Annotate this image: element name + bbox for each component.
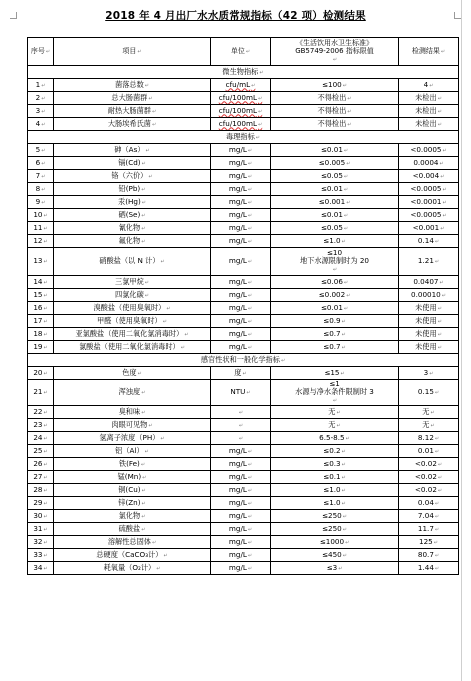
row-unit: mg/L ↵ bbox=[211, 497, 271, 510]
row-unit: mg/L ↵ bbox=[211, 157, 271, 170]
row-item: 溴酸盐（使用臭氧时） ↵ bbox=[54, 302, 211, 315]
row-limit: 不得检出 ↵ bbox=[271, 105, 399, 118]
row-unit: mg/L ↵ bbox=[211, 144, 271, 157]
row-item: 甲醛（使用臭氧时） ↵ bbox=[54, 315, 211, 328]
row-result: 11.7 ↵ bbox=[399, 523, 459, 536]
row-unit: mg/L ↵ bbox=[211, 302, 271, 315]
row-limit: 不得检出 ↵ bbox=[271, 118, 399, 131]
row-result: 1.44 ↵ bbox=[399, 562, 459, 575]
row-seq: 32 ↵ bbox=[28, 536, 54, 549]
row-unit: NTU ↵ bbox=[211, 380, 271, 406]
table-row bbox=[28, 523, 459, 536]
row-limit: ≤0.01 ↵ bbox=[271, 302, 399, 315]
row-item: 氰化物 ↵ bbox=[54, 222, 211, 235]
row-item: 臭和味 ↵ bbox=[54, 406, 211, 419]
row-seq: 33 ↵ bbox=[28, 549, 54, 562]
table-row bbox=[28, 157, 459, 170]
row-item: 大肠埃希氏菌 ↵ bbox=[54, 118, 211, 131]
row-item: 总硬度（CaCO₃计） ↵ bbox=[54, 549, 211, 562]
table-row bbox=[28, 406, 459, 419]
header-limit-line: GB5749-2006 指标限值 bbox=[295, 47, 374, 55]
table-row bbox=[28, 235, 459, 248]
row-item: 氢离子浓度（PH） ↵ bbox=[54, 432, 211, 445]
row-result: <0.001 ↵ bbox=[399, 222, 459, 235]
row-item: 菌落总数 ↵ bbox=[54, 79, 211, 92]
table-row bbox=[28, 183, 459, 196]
table-row bbox=[28, 432, 459, 445]
row-limit: 6.5-8.5 ↵ bbox=[271, 432, 399, 445]
row-seq: 14 ↵ bbox=[28, 276, 54, 289]
table-row bbox=[28, 536, 459, 549]
row-seq: 1 ↵ bbox=[28, 79, 54, 92]
row-result: 0.04 ↵ bbox=[399, 497, 459, 510]
row-limit: ≤0.01 ↵ bbox=[271, 209, 399, 222]
section-row bbox=[28, 66, 459, 79]
table-header-row bbox=[28, 38, 459, 66]
row-limit: ≤1.0 ↵ bbox=[271, 497, 399, 510]
row-limit-line: ≤1 bbox=[329, 379, 340, 388]
row-seq: 5 ↵ bbox=[28, 144, 54, 157]
row-item: 色度 ↵ bbox=[54, 367, 211, 380]
row-seq: 9 ↵ bbox=[28, 196, 54, 209]
row-unit: mg/L ↵ bbox=[211, 235, 271, 248]
row-result: 未检出 ↵ bbox=[399, 118, 459, 131]
row-unit: cfu/mL ↵ bbox=[211, 79, 271, 92]
row-result: 无 ↵ bbox=[399, 419, 459, 432]
row-seq: 28 ↵ bbox=[28, 484, 54, 497]
table-row bbox=[28, 222, 459, 235]
row-unit: cfu/100mL ↵ bbox=[211, 105, 271, 118]
row-result: 0.01 ↵ bbox=[399, 445, 459, 458]
row-result: 7.04 ↵ bbox=[399, 510, 459, 523]
row-seq: 3 ↵ bbox=[28, 105, 54, 118]
section-row bbox=[28, 354, 459, 367]
header-limit bbox=[271, 38, 399, 66]
row-unit: mg/L ↵ bbox=[211, 536, 271, 549]
row-result: <0.02 ↵ bbox=[399, 458, 459, 471]
row-seq: 7 ↵ bbox=[28, 170, 54, 183]
table-row bbox=[28, 79, 459, 92]
row-seq: 18 ↵ bbox=[28, 328, 54, 341]
row-limit: ≤0.05 ↵ bbox=[271, 170, 399, 183]
row-unit: mg/L ↵ bbox=[211, 222, 271, 235]
row-result: 无 ↵ bbox=[399, 406, 459, 419]
table-row bbox=[28, 380, 459, 406]
row-unit: mg/L ↵ bbox=[211, 562, 271, 575]
row-item: 浑浊度 ↵ bbox=[54, 380, 211, 406]
row-item: 溶解性总固体 ↵ bbox=[54, 536, 211, 549]
table-row bbox=[28, 419, 459, 432]
row-result: 0.0004 ↵ bbox=[399, 157, 459, 170]
row-seq: 26 ↵ bbox=[28, 458, 54, 471]
table-row bbox=[28, 248, 459, 276]
row-result: 3 ↵ bbox=[399, 367, 459, 380]
row-unit bbox=[211, 432, 271, 445]
section-title: 毒理指标 ↵ bbox=[28, 131, 459, 144]
row-seq: 16 ↵ bbox=[28, 302, 54, 315]
row-result: <0.02 ↵ bbox=[399, 484, 459, 497]
row-item: 耗氧量（O₂计） ↵ bbox=[54, 562, 211, 575]
row-limit: ≤250 ↵ bbox=[271, 523, 399, 536]
row-result: 80.7 ↵ bbox=[399, 549, 459, 562]
row-unit: cfu/100mL ↵ bbox=[211, 118, 271, 131]
row-seq: 19 ↵ bbox=[28, 341, 54, 354]
row-limit: ≤0.06 ↵ bbox=[271, 276, 399, 289]
row-unit: mg/L ↵ bbox=[211, 170, 271, 183]
row-seq: 31 ↵ bbox=[28, 523, 54, 536]
row-seq: 15 ↵ bbox=[28, 289, 54, 302]
row-result: 0.14 ↵ bbox=[399, 235, 459, 248]
row-limit: 无 ↵ bbox=[271, 419, 399, 432]
row-limit: ≤0.01 ↵ bbox=[271, 183, 399, 196]
table-row bbox=[28, 328, 459, 341]
row-limit: ≤0.05 ↵ bbox=[271, 222, 399, 235]
row-limit: ≤0.3 ↵ bbox=[271, 458, 399, 471]
row-limit: ≤0.002 ↵ bbox=[271, 289, 399, 302]
row-seq: 10 ↵ bbox=[28, 209, 54, 222]
row-item: 硫酸盐 ↵ bbox=[54, 523, 211, 536]
table-row bbox=[28, 315, 459, 328]
row-seq: 4 ↵ bbox=[28, 118, 54, 131]
section-title: 微生物指标 ↵ bbox=[28, 66, 459, 79]
row-item: 砷（As） ↵ bbox=[54, 144, 211, 157]
row-limit: ≤1.0 ↵ bbox=[271, 484, 399, 497]
row-unit: mg/L ↵ bbox=[211, 445, 271, 458]
row-unit: 度 ↵ bbox=[211, 367, 271, 380]
row-seq: 25 ↵ bbox=[28, 445, 54, 458]
row-limit: ≤0.01 ↵ bbox=[271, 144, 399, 157]
row-unit bbox=[211, 406, 271, 419]
table-row bbox=[28, 92, 459, 105]
row-unit: mg/L ↵ bbox=[211, 276, 271, 289]
row-seq: 2 ↵ bbox=[28, 92, 54, 105]
row-unit: mg/L ↵ bbox=[211, 484, 271, 497]
row-unit bbox=[211, 419, 271, 432]
row-seq: 17 ↵ bbox=[28, 315, 54, 328]
row-result: 未检出 ↵ bbox=[399, 105, 459, 118]
row-item: 镉(Cd) ↵ bbox=[54, 157, 211, 170]
row-limit: ≤0.7 ↵ bbox=[271, 341, 399, 354]
row-result: <0.004 ↵ bbox=[399, 170, 459, 183]
row-limit: 不得检出 ↵ bbox=[271, 92, 399, 105]
header-limit-line: 《生活饮用水卫生标准》 bbox=[296, 39, 373, 47]
row-unit: mg/L ↵ bbox=[211, 328, 271, 341]
row-result: 未使用 ↵ bbox=[399, 328, 459, 341]
document-title: 2018 年 4 月出厂水水质常规指标（42 项）检测结果 bbox=[105, 10, 366, 22]
row-unit: mg/L ↵ bbox=[211, 289, 271, 302]
table-row bbox=[28, 549, 459, 562]
row-seq: 34 ↵ bbox=[28, 562, 54, 575]
row-seq: 30 ↵ bbox=[28, 510, 54, 523]
row-item: 三氯甲烷 ↵ bbox=[54, 276, 211, 289]
row-result: 未检出 ↵ bbox=[399, 92, 459, 105]
row-seq: 21 ↵ bbox=[28, 380, 54, 406]
row-item: 亚氯酸盐（使用二氧化氯消毒时） ↵ bbox=[54, 328, 211, 341]
row-unit: cfu/100mL ↵ bbox=[211, 92, 271, 105]
row-item: 硒(Se) ↵ bbox=[54, 209, 211, 222]
row-seq: 12 ↵ bbox=[28, 235, 54, 248]
row-result: 0.15 ↵ bbox=[399, 380, 459, 406]
row-item: 肉眼可见物 ↵ bbox=[54, 419, 211, 432]
header-result: 检测结果 ↵ bbox=[399, 38, 459, 66]
row-seq: 27 ↵ bbox=[28, 471, 54, 484]
row-result: 4 ↵ bbox=[399, 79, 459, 92]
row-item: 氯酸盐（使用二氧化氯消毒时） ↵ bbox=[54, 341, 211, 354]
header-seq: 序号 ↵ bbox=[28, 38, 54, 66]
table-row bbox=[28, 484, 459, 497]
section-title: 感官性状和一般化学指标 ↵ bbox=[28, 354, 459, 367]
row-result: 未使用 ↵ bbox=[399, 315, 459, 328]
row-item: 锌(Zn) ↵ bbox=[54, 497, 211, 510]
row-limit: ≤450 ↵ bbox=[271, 549, 399, 562]
row-result: 8.12 ↵ bbox=[399, 432, 459, 445]
row-limit: ≤3 ↵ bbox=[271, 562, 399, 575]
row-item: 铝（Al） ↵ bbox=[54, 445, 211, 458]
row-item: 铁(Fe) ↵ bbox=[54, 458, 211, 471]
row-limit: ≤0.1 ↵ bbox=[271, 471, 399, 484]
table-row bbox=[28, 302, 459, 315]
row-seq: 24 ↵ bbox=[28, 432, 54, 445]
row-unit: mg/L ↵ bbox=[211, 510, 271, 523]
table-row bbox=[28, 196, 459, 209]
row-unit: mg/L ↵ bbox=[211, 196, 271, 209]
row-unit: mg/L ↵ bbox=[211, 458, 271, 471]
row-seq: 29 ↵ bbox=[28, 497, 54, 510]
row-result: 未使用 ↵ bbox=[399, 302, 459, 315]
row-seq: 6 ↵ bbox=[28, 157, 54, 170]
row-item: 锰(Mn) ↵ bbox=[54, 471, 211, 484]
table-row bbox=[28, 497, 459, 510]
table-row bbox=[28, 458, 459, 471]
row-result: <0.02 ↵ bbox=[399, 471, 459, 484]
row-limit bbox=[271, 380, 399, 406]
row-item: 汞(Hg) ↵ bbox=[54, 196, 211, 209]
row-item: 铜(Cu) ↵ bbox=[54, 484, 211, 497]
header-item: 项目 ↵ bbox=[54, 38, 211, 66]
row-seq: 22 ↵ bbox=[28, 406, 54, 419]
row-seq: 23 ↵ bbox=[28, 419, 54, 432]
row-result: 1.21 ↵ bbox=[399, 248, 459, 276]
row-item: 硝酸盐（以 N 计） ↵ bbox=[54, 248, 211, 276]
table-row bbox=[28, 367, 459, 380]
row-limit: ≤0.9 ↵ bbox=[271, 315, 399, 328]
section-row bbox=[28, 131, 459, 144]
row-result: 0.00010 ↵ bbox=[399, 289, 459, 302]
row-result: 未使用 ↵ bbox=[399, 341, 459, 354]
row-unit: mg/L ↵ bbox=[211, 471, 271, 484]
table-row bbox=[28, 445, 459, 458]
table-row bbox=[28, 144, 459, 157]
water-quality-table bbox=[27, 37, 459, 575]
row-seq: 11 ↵ bbox=[28, 222, 54, 235]
row-unit: mg/L ↵ bbox=[211, 341, 271, 354]
row-item: 铬（六价） ↵ bbox=[54, 170, 211, 183]
row-unit: mg/L ↵ bbox=[211, 523, 271, 536]
table-row bbox=[28, 510, 459, 523]
row-result: 0.0407 ↵ bbox=[399, 276, 459, 289]
row-unit: mg/L ↵ bbox=[211, 183, 271, 196]
row-limit: ≤1.0 ↵ bbox=[271, 235, 399, 248]
row-result: <0.0005 ↵ bbox=[399, 144, 459, 157]
row-item: 氟化物 ↵ bbox=[54, 235, 211, 248]
row-limit: ≤100 ↵ bbox=[271, 79, 399, 92]
table-row bbox=[28, 170, 459, 183]
row-limit: ≤0.005 ↵ bbox=[271, 157, 399, 170]
row-unit: mg/L ↵ bbox=[211, 549, 271, 562]
table-row bbox=[28, 471, 459, 484]
row-limit-line: 地下水源限制时为 20 bbox=[300, 256, 369, 265]
row-result: <0.0005 ↵ bbox=[399, 183, 459, 196]
row-limit-line: ≤10 bbox=[326, 248, 343, 257]
row-seq: 20 ↵ bbox=[28, 367, 54, 380]
row-item: 四氯化碳 ↵ bbox=[54, 289, 211, 302]
row-limit: 无 ↵ bbox=[271, 406, 399, 419]
row-seq: 13 ↵ bbox=[28, 248, 54, 276]
row-result: 125 ↵ bbox=[399, 536, 459, 549]
row-item: 铅(Pb) ↵ bbox=[54, 183, 211, 196]
row-limit: ≤15 ↵ bbox=[271, 367, 399, 380]
table-row bbox=[28, 118, 459, 131]
row-limit-line: 水源与净水条件限制时 3 bbox=[295, 387, 374, 396]
row-unit: mg/L ↵ bbox=[211, 315, 271, 328]
row-limit: ≤0.001 ↵ bbox=[271, 196, 399, 209]
table-row bbox=[28, 105, 459, 118]
header-unit: 单位 ↵ bbox=[211, 38, 271, 66]
table-row bbox=[28, 209, 459, 222]
row-item: 耐热大肠菌群 ↵ bbox=[54, 105, 211, 118]
table-row bbox=[28, 562, 459, 575]
row-unit: mg/L ↵ bbox=[211, 248, 271, 276]
table-row bbox=[28, 276, 459, 289]
row-limit: ≤250 ↵ bbox=[271, 510, 399, 523]
table-row bbox=[28, 341, 459, 354]
row-unit: mg/L ↵ bbox=[211, 209, 271, 222]
row-item: 氯化物 ↵ bbox=[54, 510, 211, 523]
row-item: 总大肠菌群 ↵ bbox=[54, 92, 211, 105]
row-limit bbox=[271, 248, 399, 276]
table-row bbox=[28, 289, 459, 302]
row-limit: ≤0.2 ↵ bbox=[271, 445, 399, 458]
row-seq: 8 ↵ bbox=[28, 183, 54, 196]
row-limit: ≤1000 ↵ bbox=[271, 536, 399, 549]
row-limit: ≤0.7 ↵ bbox=[271, 328, 399, 341]
page-right-edge bbox=[461, 0, 462, 681]
row-result: <0.0001 ↵ bbox=[399, 196, 459, 209]
row-result: <0.0005 ↵ bbox=[399, 209, 459, 222]
